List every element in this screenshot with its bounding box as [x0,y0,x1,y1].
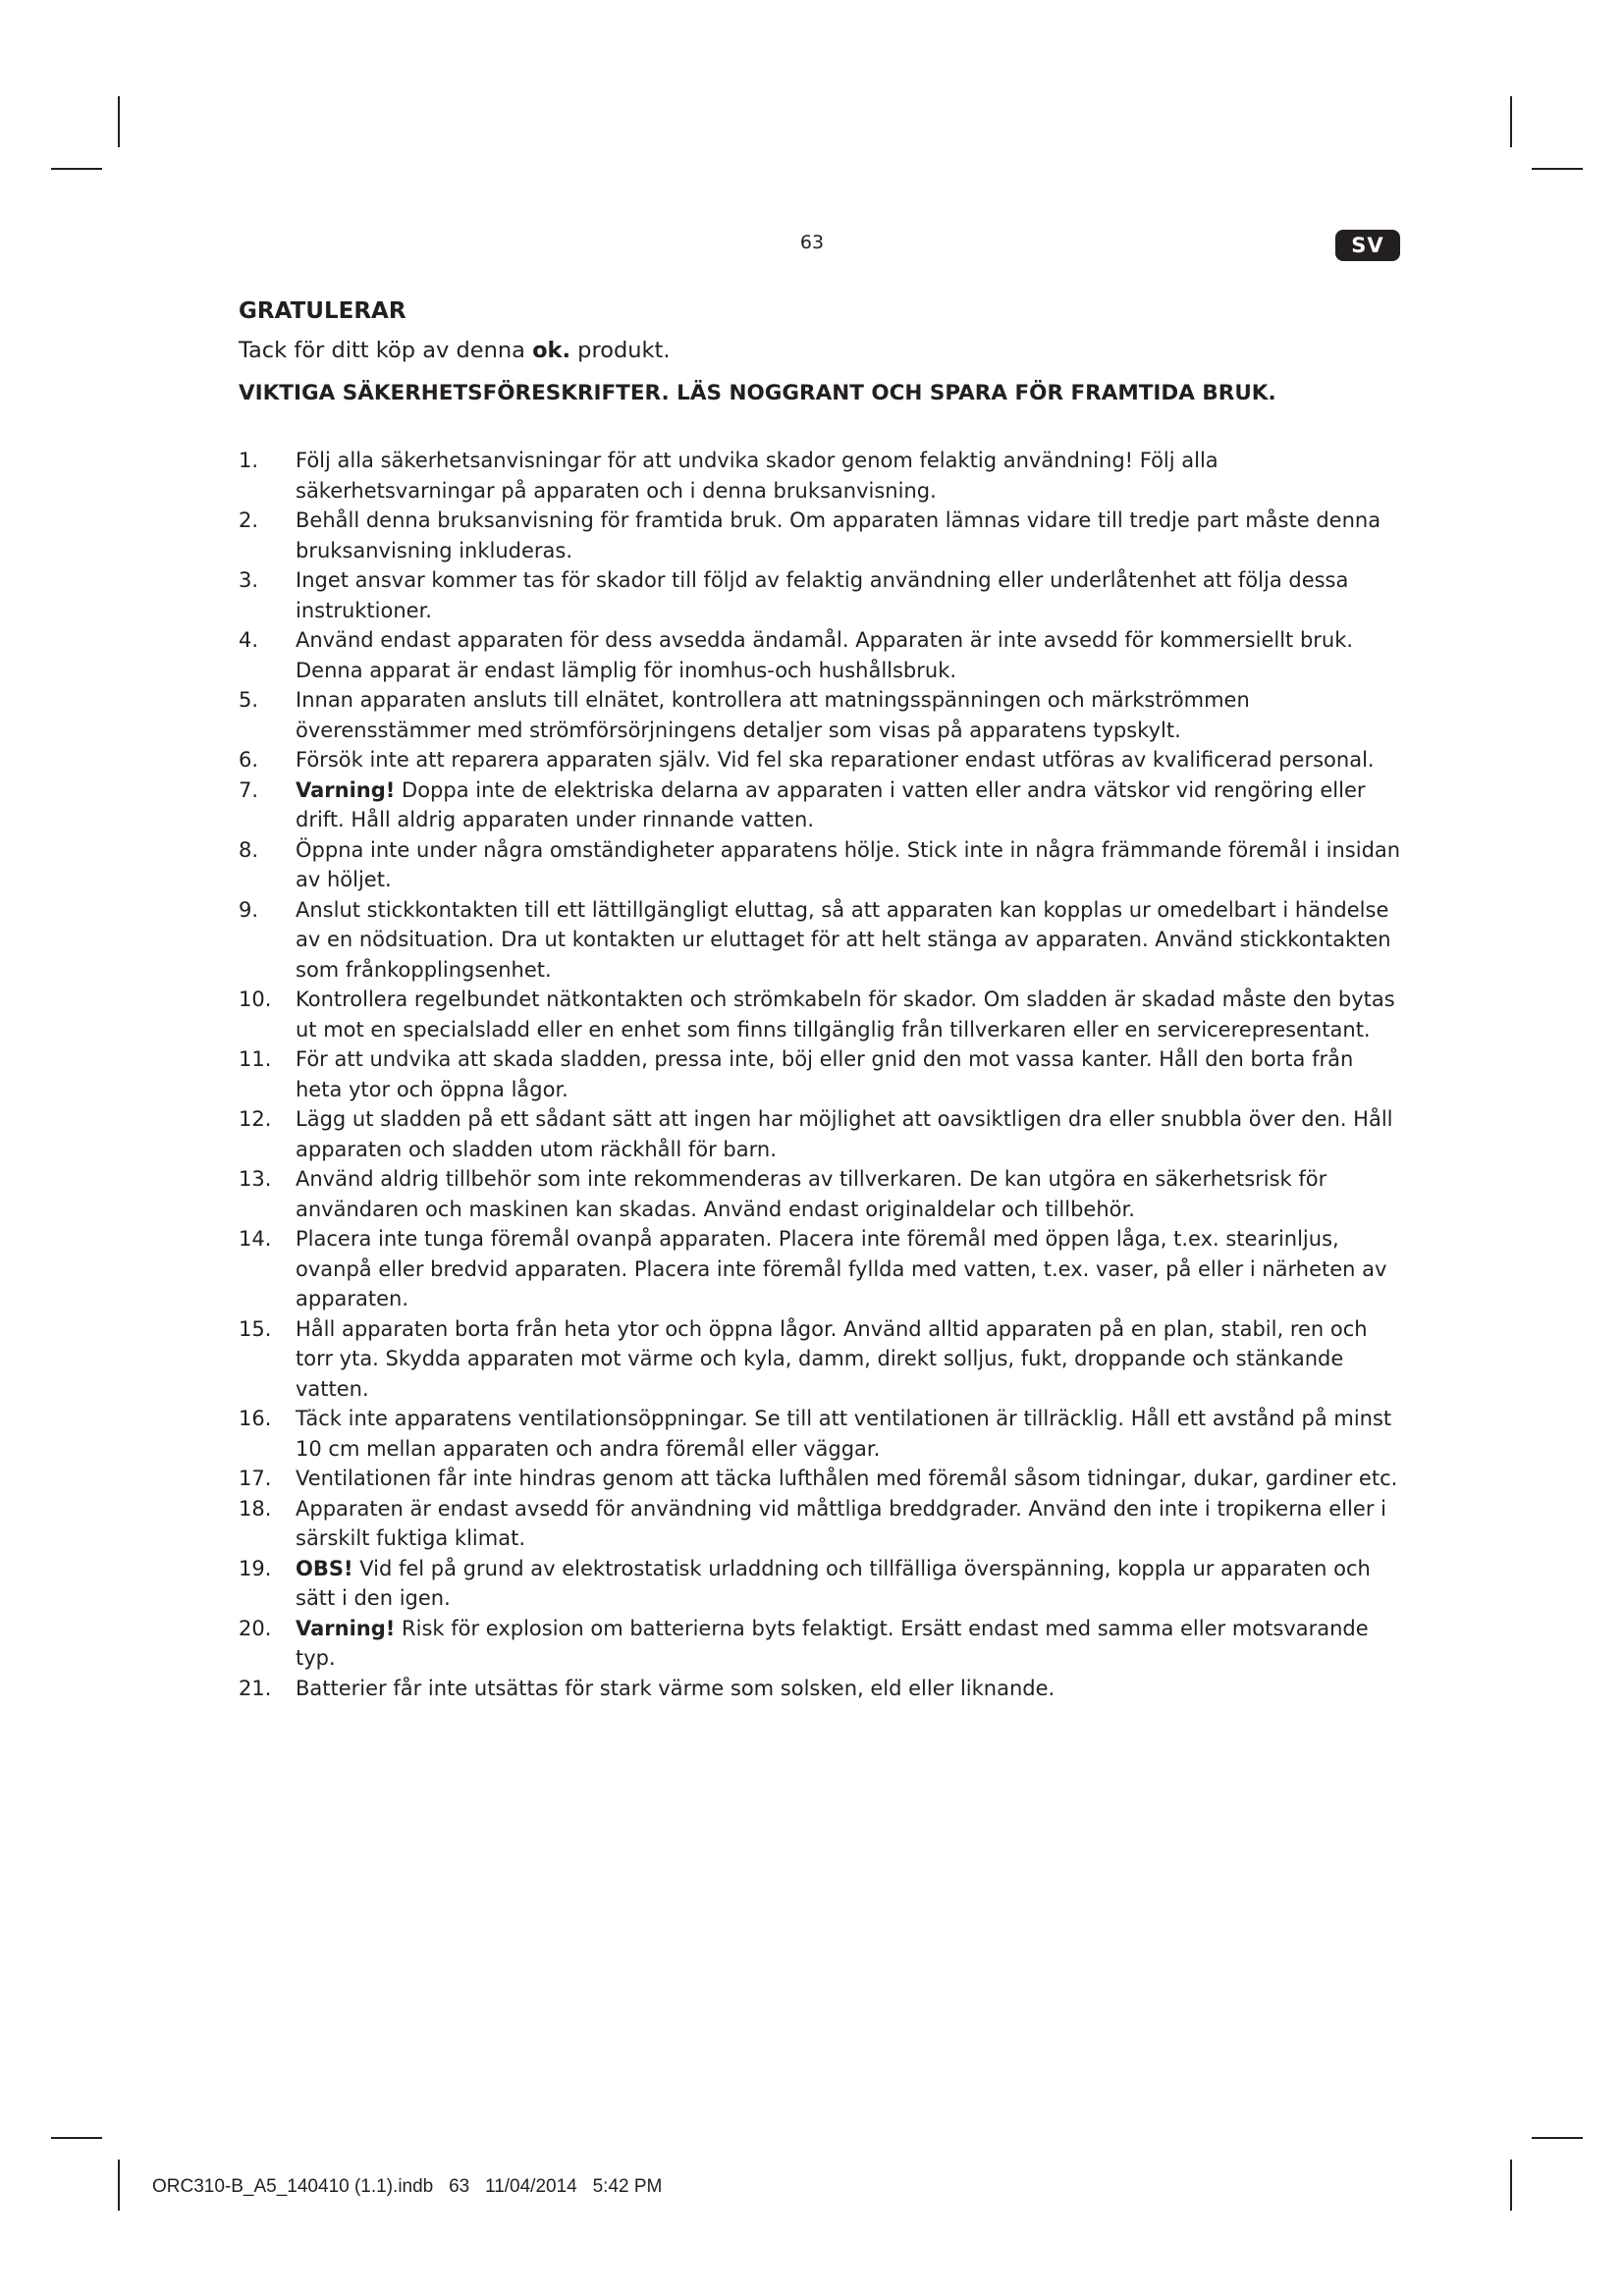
instruction-item [239,1674,1402,1704]
instruction-item [239,625,1402,685]
instruction-number: 9. [239,897,259,922]
brand-name: ok. [532,338,571,363]
instruction-item [239,1404,1402,1464]
instruction-warning-label: Varning! [296,777,396,802]
crop-mark-top-left-horizontal [51,168,102,170]
page-number: 63 [799,232,825,253]
manual-content [239,294,1402,1703]
instruction-number: 6. [239,748,259,772]
crop-mark-bottom-left-vertical [118,2160,120,2211]
instruction-text: Placera inte tunga föremål ovanpå apparaten. Placera inte föremål med öppen låga, t.ex. stearinljus, ovanpå eller bredvid apparaten. Placera inte föremål fyllda med vatten, t.ex. vaser, på eller i närheten av apparaten. [296,1227,1387,1310]
instruction-item [239,1104,1402,1164]
instruction-number: 12. [239,1107,272,1131]
instruction-text: Anslut stickkontakten till ett lättillgängligt eluttag, så att apparaten kan kopplas ur omedelbart i händelse av en nödsituation. Dra ut kontakten ur eluttaget för att helt stänga av apparaten. Använd stickkontakten som frånkopplingsenhet. [296,897,1391,982]
instruction-number: 4. [239,628,259,652]
crop-mark-top-left-vertical [118,96,120,147]
thanks-line [239,334,1402,367]
instruction-text: Täck inte apparatens ventilationsöppningar. Se till att ventilationen är tillräcklig. Håll ett avstånd på minst 10 cm mellan apparaten och andra föremål eller väggar. [296,1407,1392,1461]
instruction-number: 19. [239,1556,272,1580]
instruction-text: Kontrollera regelbundet nätkontakten och strömkabeln för skador. Om sladden är skadad måste den bytas ut mot en specialsladd eller en enhet som finns tillgänglig från tillverkaren eller en servicerepresentant. [296,988,1395,1041]
crop-mark-bottom-right-horizontal [1532,2137,1583,2139]
instruction-text: Öppna inte under några omständigheter apparatens hölje. Stick inte in några främmande föremål i insidan av höljet. [296,837,1401,891]
instruction-item [239,985,1402,1044]
instruction-number: 20. [239,1616,272,1640]
crop-mark-bottom-left-horizontal [51,2137,102,2139]
print-slug-footer: ORC310-B_A5_140410 (1.1).indb 63 11/04/2014 5:42 PM [152,2176,663,2197]
instruction-item [239,1614,1402,1674]
instruction-text: Risk för explosion om batterierna byts felaktigt. Ersätt endast med samma eller motsvarande typ. [296,1616,1369,1670]
instruction-text: Ventilationen får inte hindras genom att täcka lufthålen med föremål såsom tidningar, dukar, gardiner etc. [296,1467,1398,1490]
safety-instructions-title: VIKTIGA SÄKERHETSFÖRESKRIFTER. LÄS NOGGRANT OCH SPARA FÖR FRAMTIDA BRUK. [239,381,1276,405]
instruction-text: Följ alla säkerhetsanvisningar för att undvika skador genom felaktig användning! Följ alla säkerhetsvarningar på apparaten och i denna bruksanvisning. [296,449,1218,503]
instruction-note-label: OBS! [296,1556,353,1580]
instruction-number: 1. [239,449,259,472]
crop-mark-bottom-right-vertical [1510,2160,1512,2211]
instruction-text: Lägg ut sladden på ett sådant sätt att ingen har möjlighet att oavsiktligen dra eller snubbla över den. Håll apparaten och sladden utom räckhåll för barn. [296,1107,1393,1161]
instruction-number: 10. [239,988,272,1011]
instruction-number: 11. [239,1047,272,1071]
instruction-item [239,506,1402,565]
instruction-number: 7. [239,777,259,802]
instruction-text: Försök inte att reparera apparaten själv. Vid fel ska reparationer endast utföras av kvalificerad personal. [296,748,1375,772]
instruction-item [239,446,1402,506]
thanks-text-before: Tack för ditt köp av denna [239,338,533,363]
instruction-number: 5. [239,688,259,712]
instruction-number: 13. [239,1167,272,1191]
instruction-item [239,1224,1402,1314]
instruction-item [239,565,1402,625]
instruction-item [239,1044,1402,1104]
instruction-number: 2. [239,508,259,532]
instruction-item [239,895,1402,986]
instruction-number: 16. [239,1407,272,1430]
instruction-number: 15. [239,1316,272,1341]
instruction-number: 3. [239,568,259,592]
instruction-text: Använd endast apparaten för dess avsedda ändamål. Apparaten är inte avsedd för kommersiellt bruk. Denna apparat är endast lämplig för inomhus-och hushållsbruk. [296,628,1354,682]
instruction-text: För att undvika att skada sladden, pressa inte, böj eller gnid den mot vassa kanter. Håll den borta från heta ytor och öppna lågor. [296,1047,1354,1101]
instruction-item [239,1164,1402,1224]
instruction-item [239,1314,1402,1405]
instruction-item [239,745,1402,775]
instruction-text: Inget ansvar kommer tas för skador till följd av felaktig användning eller underlåtenhet att följa dessa instruktioner. [296,568,1349,622]
instruction-text: Innan apparaten ansluts till elnätet, kontrollera att matningsspänningen och märkströmmen överensstämmer med strömförsörjningens detaljer som visas på apparatens typskylt. [296,688,1250,742]
instruction-text: Behåll denna bruksanvisning för framtida bruk. Om apparaten lämnas vidare till tredje part måste denna bruksanvisning inkluderas. [296,508,1381,562]
instruction-number: 17. [239,1467,272,1490]
instruction-text: Doppa inte de elektriska delarna av apparaten i vatten eller andra vätskor vid rengöring eller drift. Håll aldrig apparaten under rinnande vatten. [296,777,1366,831]
instruction-text: Batterier får inte utsättas för stark värme som solsken, eld eller liknande. [296,1676,1056,1700]
congratulations-heading: GRATULERAR [239,298,406,324]
thanks-text-after: produkt. [570,338,671,363]
instruction-text: Vid fel på grund av elektrostatisk urladdning och tillfälliga överspänning, koppla ur apparaten och sätt i den igen. [296,1556,1371,1610]
language-badge: SV [1335,230,1400,261]
instruction-item [239,685,1402,745]
instruction-number: 14. [239,1227,272,1251]
instruction-number: 18. [239,1496,272,1521]
crop-mark-top-right-vertical [1510,96,1512,147]
instruction-text: Håll apparaten borta från heta ytor och öppna lågor. Använd alltid apparaten på en plan, stabil, ren och torr yta. Skydda apparaten mot värme och kyla, damm, direkt solljus, fukt, droppande och stänkande vatten. [296,1316,1368,1401]
instruction-item [239,835,1402,895]
instruction-item [239,1464,1402,1494]
instruction-number: 21. [239,1676,272,1700]
instruction-item [239,1494,1402,1554]
instruction-warning-label: Varning! [296,1616,396,1640]
crop-mark-top-right-horizontal [1532,168,1583,170]
instruction-item [239,1554,1402,1614]
instruction-text: Använd aldrig tillbehör som inte rekommenderas av tillverkaren. De kan utgöra en säkerhetsrisk för användaren och maskinen kan skadas. Använd endast originaldelar och tillbehör. [296,1167,1327,1221]
safety-instructions-list [239,446,1402,1703]
instruction-text: Apparaten är endast avsedd för användning vid måttliga breddgrader. Använd den inte i tropikerna eller i särskilt fuktiga klimat. [296,1496,1386,1550]
instruction-number: 8. [239,837,259,862]
instruction-item [239,775,1402,835]
